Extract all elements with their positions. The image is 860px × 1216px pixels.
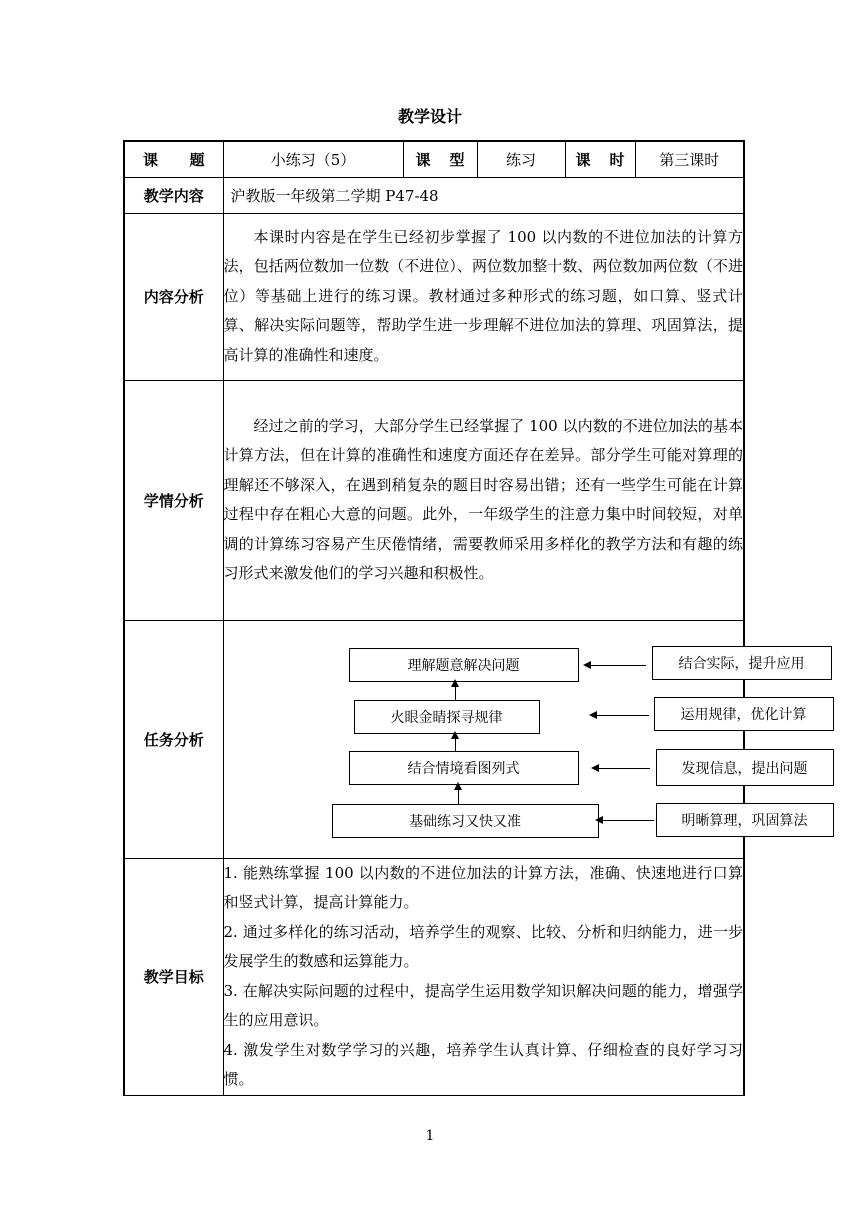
objectives-label: 教学目标: [124, 858, 223, 1095]
task-analysis-cell: [223, 620, 808, 858]
objective-item: 1. 能熟练掌握 100 以内数的不进位加法的计算方法，准确、快速地进行口算和竖式计算，提高计算能力。: [223, 863, 743, 911]
type-label-char-1: 课: [415, 150, 431, 169]
objectives-cell: [223, 858, 744, 1095]
task-analysis-row: [124, 620, 744, 858]
type-label-char-2: 型: [449, 150, 465, 169]
objectives-row: [124, 858, 744, 1095]
topic-value: 小练习（5）: [223, 141, 403, 177]
arrow-up-icon: [455, 686, 456, 700]
topic-label-char-1: 课: [143, 150, 159, 169]
task-box-3: 结合情境看图列式: [349, 751, 579, 785]
period-label-char-2: 时: [609, 150, 625, 169]
content-analysis-row: [124, 213, 744, 380]
goal-box-3: 发现信息，提出问题: [656, 749, 834, 786]
objective-item: 4. 激发学生对数学学习的兴趣，培养学生认真计算、仔细检查的良好学习习惯。: [223, 1040, 743, 1088]
arrow-left-icon: [590, 665, 646, 666]
page-number: 1: [425, 1128, 435, 1144]
type-value: 练习: [477, 141, 565, 177]
arrow-left-icon: [602, 820, 654, 821]
objective-item: 2. 通过多样化的练习活动，培养学生的观察、比较、分析和归纳能力，进一步发展学生的数感和运算能力。: [223, 922, 743, 970]
arrow-up-icon: [455, 738, 456, 751]
task-flow-diagram: [224, 622, 808, 856]
arrow-left-icon: [596, 715, 649, 716]
objective-item: 3. 在解决实际问题的过程中，提高学生运用数学知识解决问题的能力，增强学生的应用意识。: [223, 981, 743, 1029]
arrow-up-icon: [458, 789, 459, 804]
period-value: 第三课时: [635, 141, 744, 177]
task-analysis-label: 任务分析: [124, 620, 223, 858]
student-analysis-text: 经过之前的学习，大部分学生已经掌握了 100 以内数的不进位加法的基本计算方法，但在计算的准确性和速度方面还存在差异。部分学生可能对算理的理解还不够深入，在遇到稍复杂的题目时容易出错；还有一些学生可能在计算过程中存在粗心大意的问题。此外，一年级学生的注意力集中时间较短，对单调的计算练习容易产生厌倦情绪，需要教师采用多样化的教学方法和有趣的练习形式来激发他们的学习兴趣和积极性。: [223, 416, 743, 582]
arrow-left-icon: [598, 768, 650, 769]
period-label-char-1: 课: [575, 150, 591, 169]
goal-box-2: 运用规律，优化计算: [654, 697, 834, 731]
teaching-content-value: 沪教版一年级第二学期 P47-48: [223, 177, 744, 213]
type-label-cell: [403, 141, 477, 177]
content-analysis-text: 本课时内容是在学生已经初步掌握了 100 以内数的不进位加法的计算方法，包括两位数加一位数（不进位）、两位数加整十数、两位数加两位数（不进位）等基础上进行的练习课。教材通过多种形式的练习题，如口算、竖式计算、解决实际问题等，帮助学生进一步理解不进位加法的算理、巩固算法，提高计算的准确性和速度。: [223, 227, 743, 364]
period-label-cell: [565, 141, 635, 177]
lesson-plan-table: [123, 140, 808, 1096]
content-analysis-cell: [223, 213, 744, 380]
goal-box-1: 结合实际，提升应用: [652, 646, 832, 680]
teaching-content-label: 教学内容: [124, 177, 223, 213]
task-box-4: 基础练习又快又准: [332, 804, 599, 838]
student-analysis-cell: [223, 380, 744, 620]
goal-box-4: 明晰算理，巩固算法: [656, 803, 834, 837]
topic-label-cell: [124, 141, 223, 177]
student-analysis-row: [124, 380, 744, 620]
content-analysis-label: 内容分析: [124, 213, 223, 380]
topic-label-char-2: 题: [189, 150, 205, 169]
teaching-content-row: [124, 177, 744, 213]
header-row: [124, 141, 744, 177]
task-box-2: 火眼金睛探寻规律: [354, 700, 540, 734]
document-title: 教学设计: [397, 107, 462, 126]
task-box-1: 理解题意解决问题: [349, 648, 579, 682]
student-analysis-label: 学情分析: [124, 380, 223, 620]
